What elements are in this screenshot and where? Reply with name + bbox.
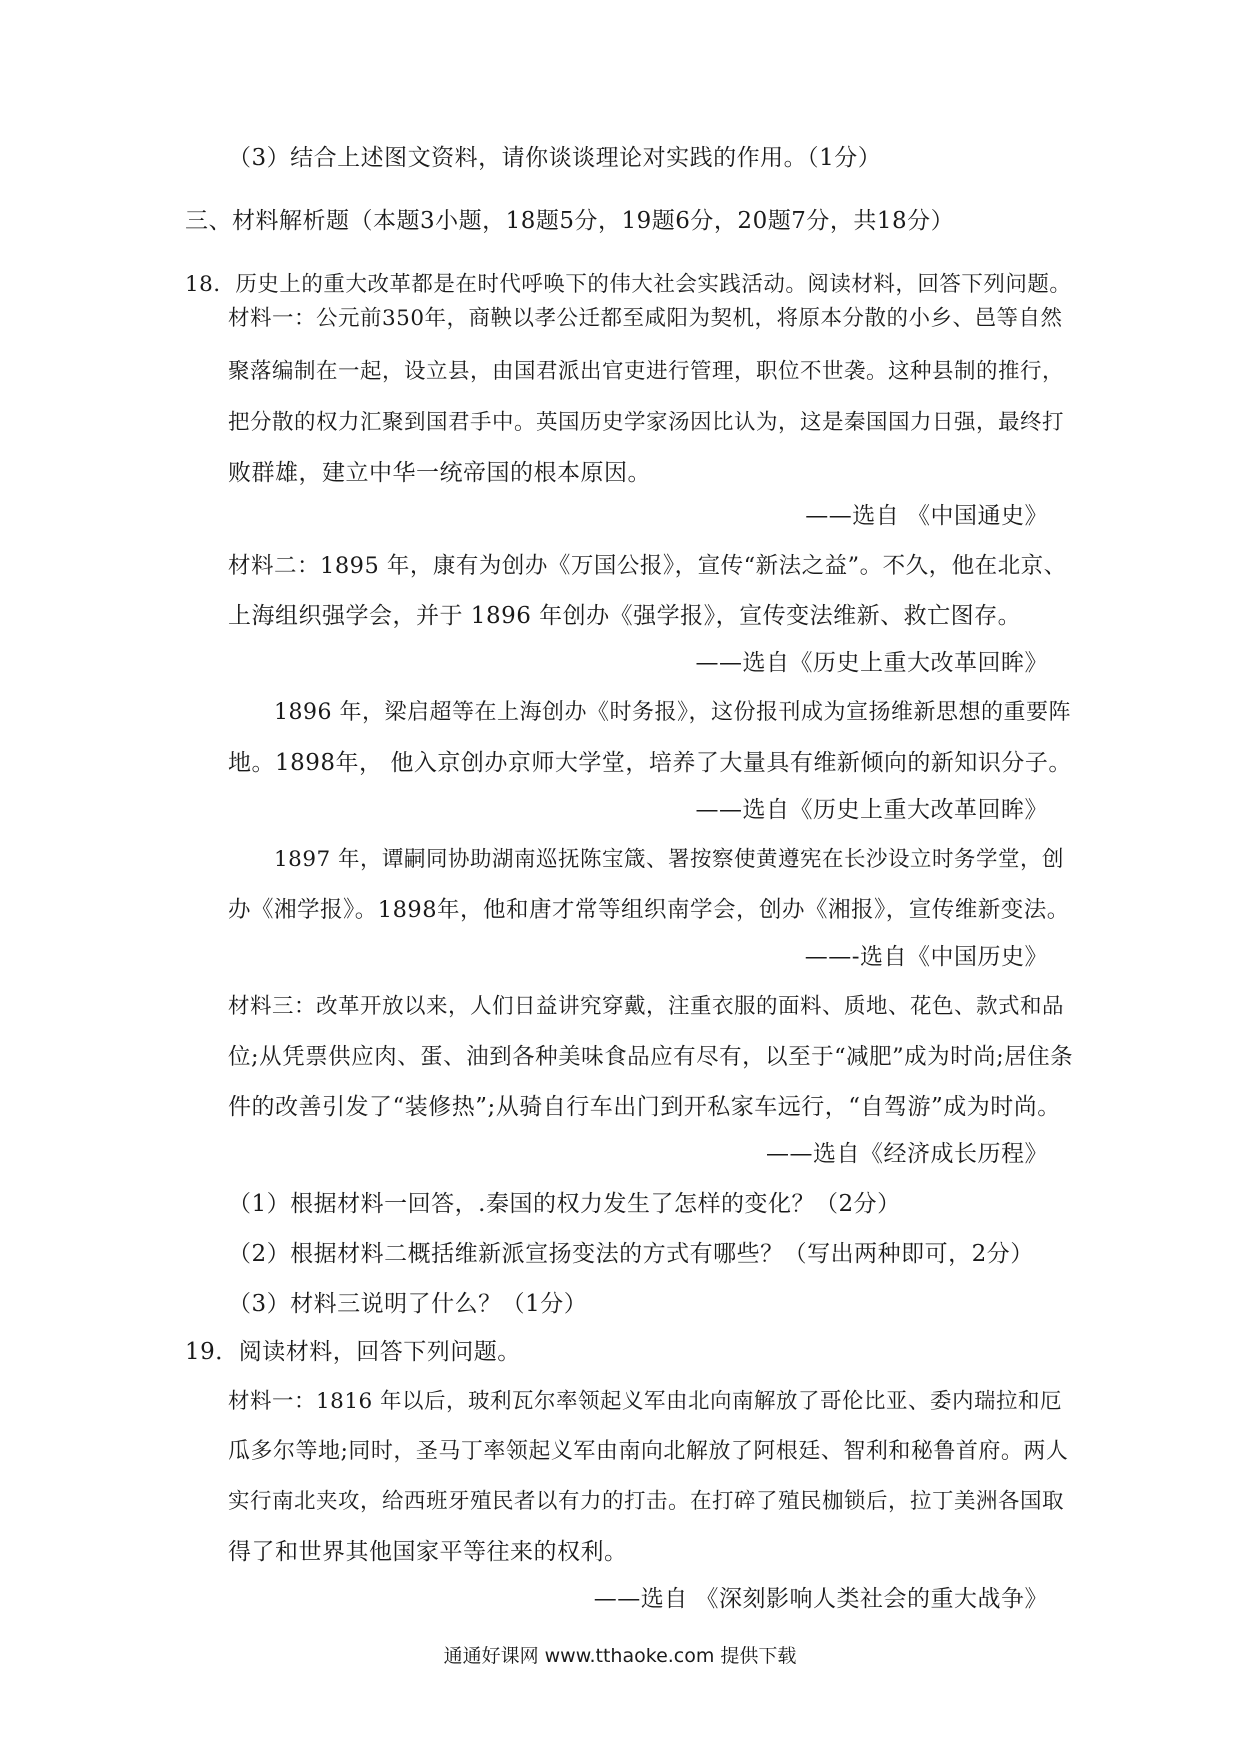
q18-material-1-line-2: 聚落编制在一起，设立县，由国君派出官吏进行管理，职位不世袭。这种县制的推行， (228, 359, 1065, 384)
q19-material-1-line-4: 得了和世界其他国家平等往来的权利。 (228, 1539, 628, 1565)
q19-material-1-line-3: 实行南北夹攻，给西班牙殖民者以有力的打击。在打碎了殖民枷锁后，拉丁美洲各国取 (228, 1489, 1065, 1514)
q18-material-3-line-1: 材料三：改革开放以来，人们日益讲究穿戴，注重衣服的面料、质地、花色、款式和品 (228, 994, 1065, 1019)
q18-material-1-line-4: 败群雄，建立中华一统帝国的根本原因。 (228, 460, 651, 486)
question-18-3: （3）材料三说明了什么？（1分） (228, 1291, 588, 1317)
q18-material-2-line-1: 材料二：1895 年，康有为创办《万国公报》，宣传“新法之益”。不久，他在北京、 (228, 553, 1067, 579)
q18-material-2-para-2-line-1: 1896 年，梁启超等在上海创办《时务报》，这份报刊成为宣扬维新思想的重要阵 (274, 700, 1071, 725)
q18-material-3-source: ——选自《经济成长历程》 (766, 1141, 1048, 1167)
section-3-heading: 三、材料解析题（本题3小题，18题5分，19题6分，20题7分，共18分） (185, 208, 955, 234)
q18-material-1-line-3: 把分散的权力汇聚到国君手中。英国历史学家汤因比认为，这是秦国国力日强，最终打 (228, 410, 1065, 435)
q18-material-2-para-3-line-1: 1897 年，谭嗣同协助湖南巡抚陈宝箴、署按察使黄遵宪在长沙设立时务学堂，创 (274, 847, 1065, 872)
q19-material-1-source: ——选自 《深刻影响人类社会的重大战争》 (593, 1586, 1048, 1612)
q18-material-2-para-3-line-2: 办《湘学报》。1898年，他和唐才常等组织南学会，创办《湘报》，宣传维新变法。 (228, 897, 1070, 923)
q18-material-3-line-3: 件的改善引发了“装修热”;从骑自行车出门到开私家车远行，“自驾游”成为时尚。 (228, 1094, 1061, 1120)
footer-watermark: 通通好课网 www.tthaoke.com 提供下载 (443, 1645, 797, 1667)
q18-material-3-line-2: 位;从凭票供应肉、蛋、油到各种美味食品应有尽有，以至于“减肥”成为时尚;居住条 (228, 1044, 1074, 1070)
q18-material-2-source-3: ——-选自《中国历史》 (804, 944, 1048, 970)
q19-material-1-line-2: 瓜多尔等地;同时，圣马丁率领起义军由南向北解放了阿根廷、智利和秘鲁首府。两人 (228, 1439, 1069, 1464)
question-18-2: （2）根据材料二概括维新派宣扬变法的方式有哪些？（写出两种即可，2分） (228, 1241, 1034, 1267)
q18-material-1-line-1: 材料一：公元前350年，商鞅以孝公迁都至咸阳为契机，将原本分散的小乡、邑等自然 (228, 306, 1063, 331)
question-19-stem: 19．阅读材料，回答下列问题。 (185, 1339, 521, 1365)
q18-material-2-line-2: 上海组织强学会，并于 1896 年创办《强学报》，宣传变法维新、救亡图存。 (228, 603, 1022, 629)
question-18-stem: 18．历史上的重大改革都是在时代呼唤下的伟大社会实践活动。阅读材料，回答下列问题。 (185, 272, 1072, 297)
q19-material-1-line-1: 材料一：1816 年以后，玻利瓦尔率领起义军由北向南解放了哥伦比亚、委内瑞拉和厄 (228, 1389, 1063, 1414)
question-17-3: （3）结合上述图文资料，请你谈谈理论对实践的作用。（1分） (228, 145, 882, 171)
q18-material-2-source-1: ——选自《历史上重大改革回眸》 (695, 650, 1048, 676)
q18-material-2-source-2: ——选自《历史上重大改革回眸》 (695, 797, 1048, 823)
q18-material-1-source: ——选自 《中国通史》 (805, 503, 1048, 529)
question-18-1: （1）根据材料一回答，.秦国的权力发生了怎样的变化？（2分） (228, 1191, 901, 1217)
q18-material-2-para-2-line-2: 地。1898年， 他入京创办京师大学堂，培养了大量具有维新倾向的新知识分子。 (228, 750, 1072, 776)
